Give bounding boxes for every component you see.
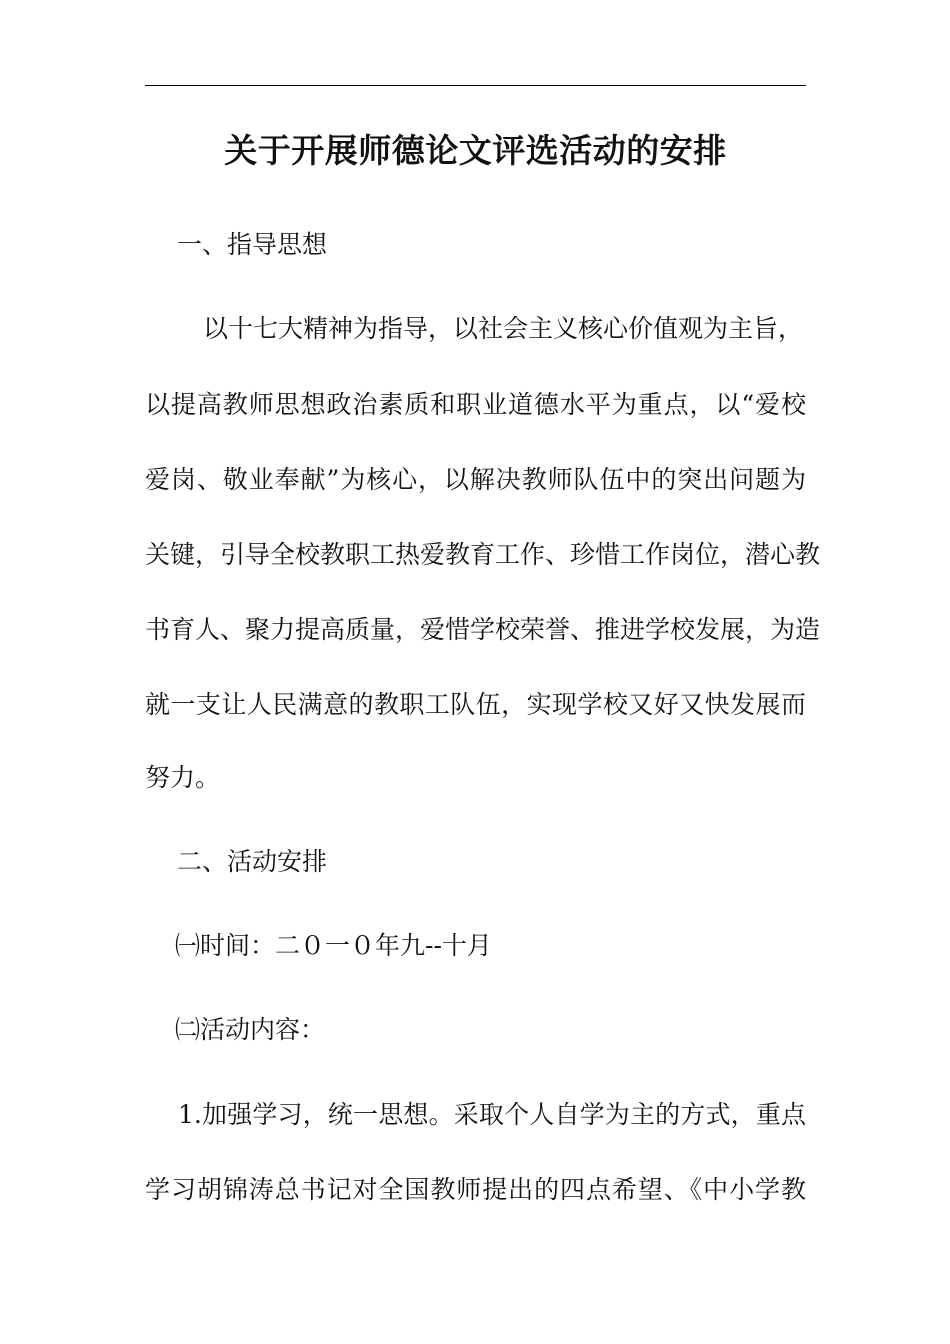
section-heading-activity-arrangement: 二、活动安排 [177, 847, 328, 876]
list-item-time: ㈠时间：二０一０年九--十月 [175, 931, 492, 960]
paragraph-line: 以提高教师思想政治素质和职业道德水平为重点，以“爱校 [145, 390, 806, 419]
paragraph-line: 1.加强学习，统一思想。采取个人自学为主的方式，重点 [178, 1100, 806, 1129]
section-heading-guiding-thought: 一、指导思想 [177, 230, 328, 259]
list-item-activity-content: ㈡活动内容： [175, 1015, 326, 1044]
paragraph-line: 努力。 [145, 763, 221, 792]
paragraph-line: 以十七大精神为指导，以社会主义核心价值观为主旨， [203, 314, 804, 343]
paragraph-line: 书育人、聚力提高质量，爱惜学校荣誉、推进学校发展，为造 [145, 615, 821, 644]
header-rule [145, 85, 806, 86]
paragraph-line: 学习胡锦涛总书记对全国教师提出的四点希望、《中小学教 [145, 1175, 806, 1204]
paragraph-line: 爱岗、敬业奉献”为核心，以解决教师队伍中的突出问题为 [145, 465, 806, 494]
paragraph-line: 关键，引导全校教职工热爱教育工作、珍惜工作岗位，潜心教 [145, 540, 821, 569]
document-title: 关于开展师德论文评选活动的安排 [224, 131, 727, 170]
paragraph-line: 就一支让人民满意的教职工队伍，实现学校又好又快发展而 [145, 690, 806, 719]
